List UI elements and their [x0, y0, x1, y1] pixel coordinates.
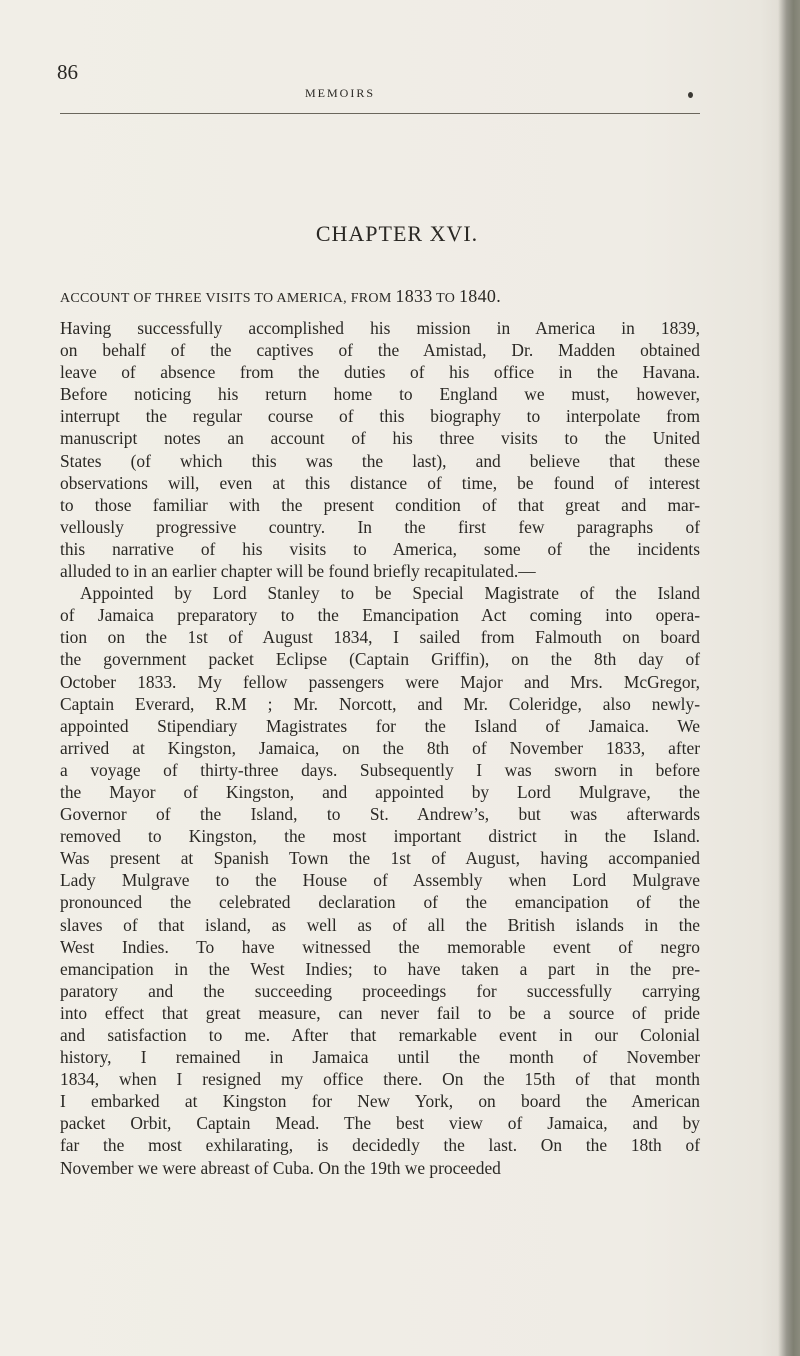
text-line: Having successfully accomplished his mission in America in 1839, — [60, 318, 700, 338]
text-line: slaves of that island, as well as of all the British islands in the — [60, 914, 700, 935]
text-line: on behalf of the captives of the Amistad, Dr. Madden obtained — [60, 340, 700, 361]
text-line: observations will, even at this distance of time, be found of interest — [60, 472, 700, 493]
text-line: States (of which this was the last), and believe that these — [60, 450, 700, 471]
text-line: packet Orbit, Captain Mead. The best view of Jamaica, and by — [60, 1113, 700, 1134]
text-line: into effect that great measure, can never fail to be a source of pride — [60, 1002, 700, 1023]
header-rule — [60, 113, 700, 114]
text-line: Captain Everard, R.M ; Mr. Norcott, and Mr. Coleridge, also newly- — [60, 693, 700, 714]
chapter-subtitle — [60, 286, 501, 307]
text-line: the government packet Eclipse (Captain Griffin), on the 8th day of — [60, 649, 700, 670]
text-line: emancipation in the West Indies; to have taken a part in the pre- — [60, 958, 700, 979]
text-line: paratory and the succeeding proceedings for successfully carrying — [60, 980, 700, 1001]
subtitle-year-from: 1833 — [395, 286, 433, 306]
text-line: manuscript notes an account of his three visits to the United — [60, 428, 700, 449]
text-line: appointed Stipendiary Magistrates for the Island of Jamaica. We — [60, 715, 700, 736]
chapter-title-text: CHAPTER XVI. — [315, 221, 479, 246]
text-line: November we were abreast of Cuba. On the 19th we proceeded — [60, 1157, 501, 1178]
text-line: Before noticing his return home to England we must, however, — [60, 384, 700, 405]
text-line: far the most exhilarating, is decidedly the last. On the 18th of — [60, 1135, 700, 1156]
text-line: Appointed by Lord Stanley to be Special Magistrate of the Island — [80, 583, 700, 604]
text-line: the Mayor of Kingston, and appointed by Lord Mulgrave, the — [60, 781, 700, 802]
page-number: 86 — [57, 60, 78, 84]
text-line: arrived at Kingston, Jamaica, on the 8th of November 1833, after — [60, 737, 700, 758]
text-line: removed to Kingston, the most important district in the Island. — [60, 826, 700, 847]
text-line: Was present at Spanish Town the 1st of August, having accompanied — [60, 848, 700, 869]
subtitle-year-to: 1840. — [459, 286, 501, 306]
text-line: this narrative of his visits to America, some of the incidents — [60, 538, 700, 559]
running-head: MEMOIRS — [305, 86, 376, 100]
text-line: vellously progressive country. In the first few paragraphs of — [60, 516, 700, 537]
chapter-title — [0, 221, 800, 247]
text-line: pronounced the celebrated declaration of the emancipation of the — [60, 892, 700, 913]
chapter-body-text — [60, 317, 700, 1179]
subtitle-to: TO — [436, 291, 456, 306]
text-line: to those familiar with the present condition of that great and mar- — [60, 494, 700, 515]
text-line: history, I remained in Jamaica until the month of November — [60, 1047, 700, 1068]
text-line: 1834, when I resigned my office there. On the 15th of that month — [60, 1069, 700, 1090]
page-edge-shadow — [778, 0, 800, 1356]
ink-dot — [688, 92, 693, 98]
text-line: Lady Mulgrave to the House of Assembly when Lord Mulgrave — [60, 870, 700, 891]
text-line: and satisfaction to me. After that remarkable event in our Colonial — [60, 1025, 700, 1045]
text-line: a voyage of thirty-three days. Subsequently I was sworn in before — [60, 759, 700, 780]
text-line: October 1833. My fellow passengers were Major and Mrs. McGregor, — [60, 671, 700, 692]
subtitle-text: ACCOUNT OF THREE VISITS TO AMERICA, FROM — [60, 291, 392, 306]
text-line: alluded to in an earlier chapter will be found briefly recapitulated.— — [60, 561, 536, 582]
text-line: of Jamaica preparatory to the Emancipation Act coming into opera- — [60, 605, 700, 626]
text-line: Governor of the Island, to St. Andrew’s, but was afterwards — [60, 804, 700, 825]
text-line: tion on the 1st of August 1834, I sailed from Falmouth on board — [60, 627, 700, 648]
text-line: leave of absence from the duties of his office in the Havana. — [60, 362, 700, 383]
text-line: West Indies. To have witnessed the memorable event of negro — [60, 936, 700, 957]
text-line: I embarked at Kingston for New York, on board the American — [60, 1091, 700, 1112]
text-line: interrupt the regular course of this biography to interpolate from — [60, 406, 700, 427]
